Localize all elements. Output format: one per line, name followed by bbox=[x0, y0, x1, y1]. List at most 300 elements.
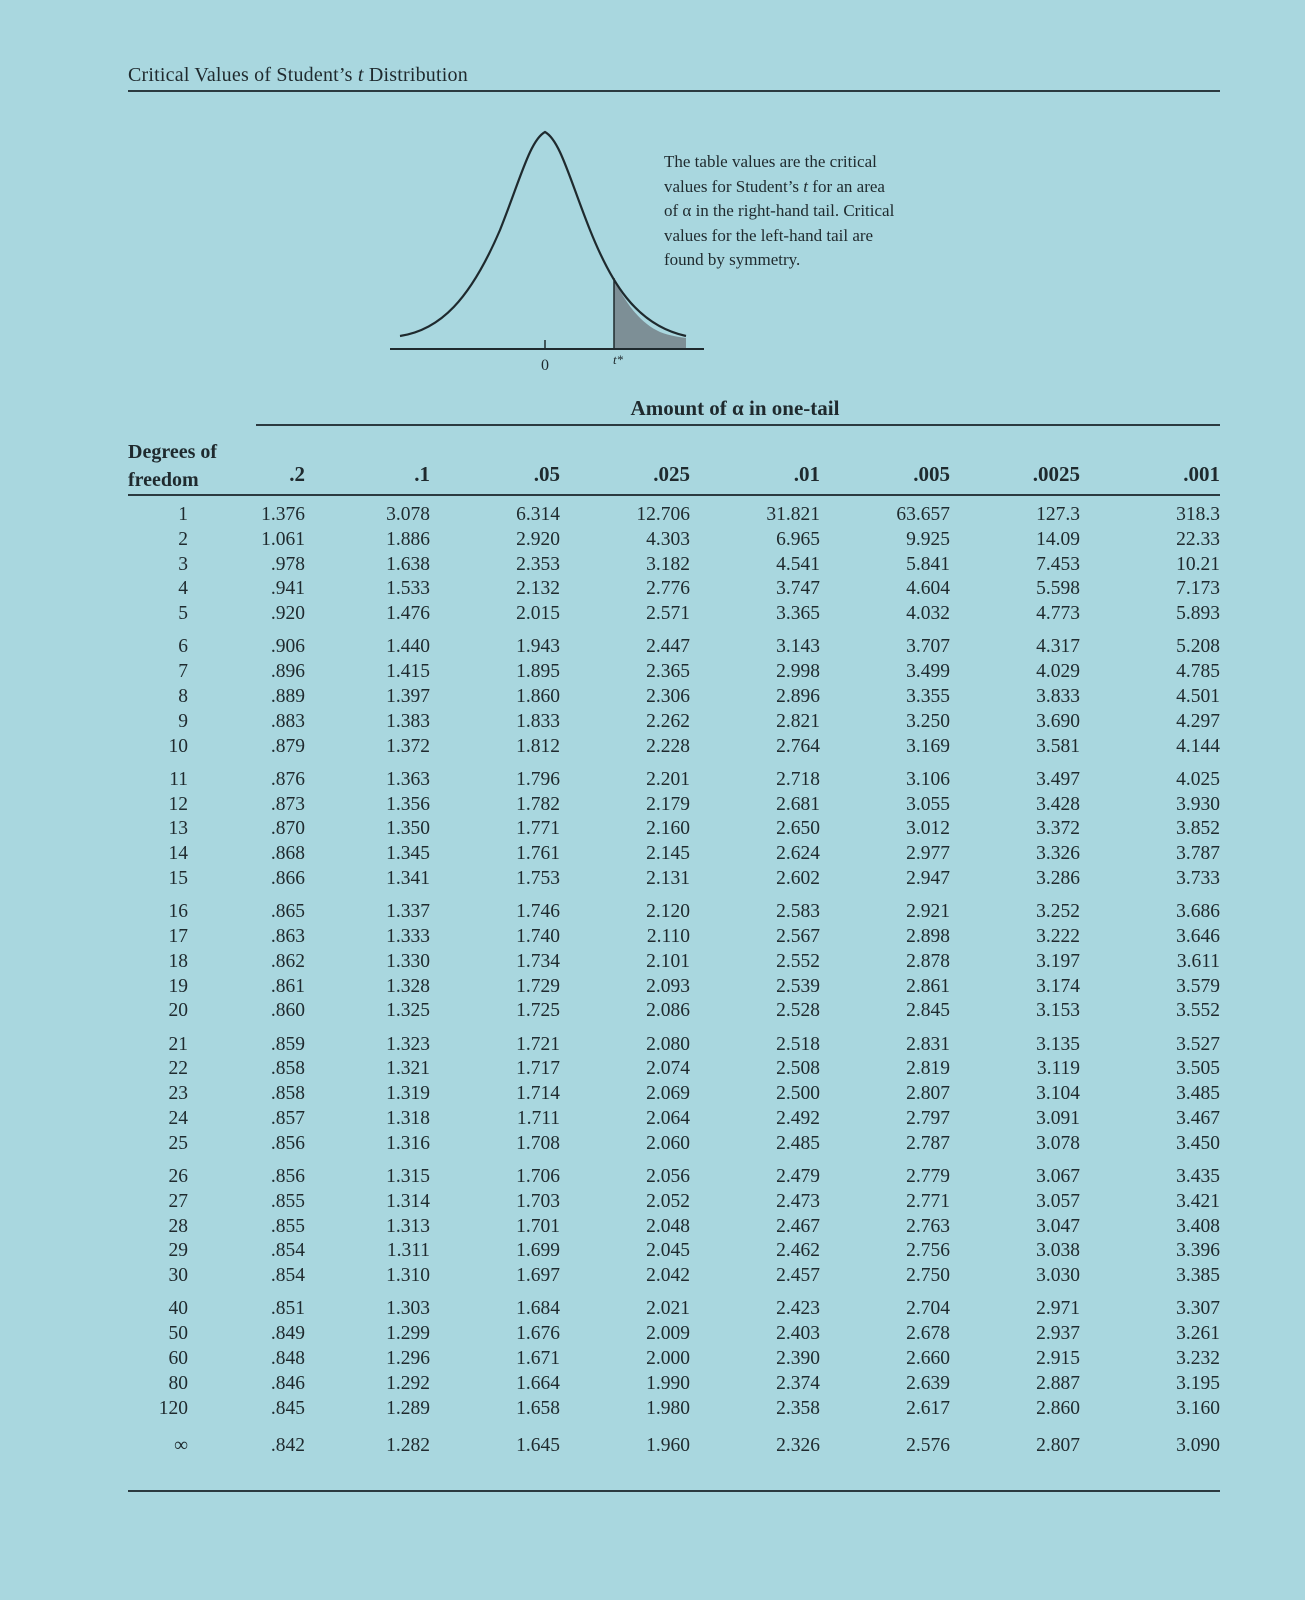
value-cell: 4.029 bbox=[1036, 661, 1080, 683]
zero-label: 0 bbox=[541, 357, 549, 374]
value-cell: .920 bbox=[270, 603, 305, 625]
table-row bbox=[0, 1106, 1305, 1131]
value-cell: 3.195 bbox=[1176, 1372, 1220, 1394]
table-row bbox=[0, 634, 1305, 659]
value-cell: 2.681 bbox=[776, 793, 820, 815]
value-cell: 2.947 bbox=[906, 868, 950, 889]
value-cell: 2.145 bbox=[646, 843, 690, 865]
value-cell: 1.311 bbox=[386, 1240, 430, 1262]
value-cell: 3.497 bbox=[1036, 768, 1080, 790]
value-cell: .849 bbox=[270, 1323, 305, 1345]
value-cell: 5.598 bbox=[1036, 578, 1080, 600]
value-cell: 4.541 bbox=[776, 553, 820, 575]
value-cell: 1.990 bbox=[646, 1372, 690, 1394]
df-cell: 20 bbox=[168, 1000, 188, 1022]
value-cell: 2.763 bbox=[906, 1215, 950, 1237]
value-cell: 2.787 bbox=[906, 1132, 950, 1154]
tstar-label: t* bbox=[612, 352, 624, 367]
value-cell: 2.704 bbox=[906, 1298, 950, 1320]
value-cell: 1.701 bbox=[516, 1215, 560, 1237]
value-cell: 3.252 bbox=[1036, 901, 1080, 923]
value-cell: 7.453 bbox=[1036, 553, 1080, 575]
value-cell: 2.074 bbox=[646, 1058, 690, 1080]
note-line-3: of α in the right-hand tail. Critical bbox=[664, 201, 895, 220]
value-cell: .870 bbox=[270, 818, 305, 840]
value-cell: 1.812 bbox=[516, 735, 560, 757]
value-cell: 3.552 bbox=[1176, 1000, 1220, 1022]
value-cell: 1.345 bbox=[386, 843, 430, 865]
value-cell: 2.819 bbox=[906, 1058, 950, 1080]
value-cell: 3.686 bbox=[1176, 901, 1220, 923]
df-cell: 28 bbox=[168, 1215, 188, 1237]
value-cell: 2.624 bbox=[776, 843, 820, 865]
df-cell: 30 bbox=[168, 1265, 188, 1287]
value-cell: .876 bbox=[270, 768, 305, 790]
value-cell: 3.527 bbox=[1176, 1033, 1220, 1055]
value-cell: .846 bbox=[270, 1372, 305, 1394]
column-header: .05 bbox=[533, 462, 560, 486]
value-cell: 2.473 bbox=[776, 1190, 820, 1212]
value-cell: 2.998 bbox=[776, 661, 820, 683]
value-cell: 2.539 bbox=[776, 975, 820, 997]
value-cell: 1.296 bbox=[386, 1348, 430, 1369]
value-cell: 1.440 bbox=[386, 636, 430, 658]
value-cell: .866 bbox=[270, 868, 305, 889]
df-header-line-1: Degrees of bbox=[128, 441, 218, 463]
df-cell: 120 bbox=[158, 1397, 188, 1419]
value-cell: 3.326 bbox=[1036, 843, 1080, 865]
value-cell: 1.943 bbox=[516, 636, 560, 658]
value-cell: 14.09 bbox=[1036, 528, 1080, 550]
value-cell: 2.086 bbox=[646, 1000, 690, 1022]
df-cell: 24 bbox=[168, 1108, 188, 1129]
df-cell: 6 bbox=[178, 636, 188, 658]
table-row bbox=[0, 1032, 1305, 1057]
df-cell: 40 bbox=[168, 1298, 188, 1320]
value-cell: 1.328 bbox=[386, 975, 430, 997]
value-cell: 318.3 bbox=[1176, 504, 1220, 525]
value-cell: 2.132 bbox=[516, 578, 560, 600]
column-header: .005 bbox=[913, 462, 950, 486]
table-row bbox=[0, 899, 1305, 924]
value-cell: 1.714 bbox=[516, 1083, 560, 1105]
value-cell: 1.708 bbox=[516, 1132, 560, 1154]
value-cell: 2.009 bbox=[646, 1323, 690, 1345]
value-cell: 3.747 bbox=[776, 578, 820, 600]
df-cell: 9 bbox=[178, 710, 188, 732]
table-row bbox=[0, 601, 1305, 626]
table-row bbox=[0, 552, 1305, 577]
column-header: .0025 bbox=[1032, 462, 1080, 486]
value-cell: 1.717 bbox=[516, 1058, 560, 1080]
value-cell: 3.450 bbox=[1176, 1132, 1220, 1154]
df-header-line-2: freedom bbox=[128, 469, 199, 491]
value-cell: 3.169 bbox=[906, 735, 950, 757]
value-cell: 2.571 bbox=[646, 603, 690, 625]
value-cell: 2.365 bbox=[646, 661, 690, 683]
table-row bbox=[0, 1164, 1305, 1189]
table-row bbox=[0, 1238, 1305, 1263]
value-cell: 2.617 bbox=[906, 1397, 950, 1419]
value-cell: 2.479 bbox=[776, 1166, 820, 1187]
value-cell: 2.306 bbox=[646, 686, 690, 707]
column-header: .2 bbox=[289, 462, 305, 486]
value-cell: 3.787 bbox=[1176, 843, 1220, 865]
value-cell: 2.262 bbox=[646, 710, 690, 732]
value-cell: 2.042 bbox=[646, 1265, 690, 1287]
value-cell: 2.326 bbox=[776, 1434, 820, 1456]
value-cell: 1.303 bbox=[386, 1298, 430, 1320]
value-cell: 4.032 bbox=[906, 603, 950, 625]
value-cell: 2.021 bbox=[646, 1298, 690, 1320]
df-cell: 60 bbox=[168, 1348, 188, 1369]
value-cell: .879 bbox=[270, 735, 305, 757]
value-cell: 2.080 bbox=[646, 1033, 690, 1055]
table-row bbox=[0, 1433, 1305, 1458]
value-cell: 4.317 bbox=[1036, 636, 1080, 658]
table-row bbox=[0, 1371, 1305, 1396]
value-cell: 1.711 bbox=[516, 1108, 560, 1129]
value-cell: 2.660 bbox=[906, 1348, 950, 1369]
value-cell: .861 bbox=[270, 975, 305, 997]
value-cell: 2.462 bbox=[776, 1240, 820, 1262]
value-cell: 1.372 bbox=[386, 735, 430, 757]
value-cell: 2.120 bbox=[646, 901, 690, 923]
value-cell: 3.261 bbox=[1176, 1323, 1220, 1345]
df-cell: 29 bbox=[168, 1240, 188, 1262]
value-cell: 1.292 bbox=[386, 1372, 430, 1394]
value-cell: 1.684 bbox=[516, 1298, 560, 1320]
value-cell: 2.718 bbox=[776, 768, 820, 790]
value-cell: 1.706 bbox=[516, 1166, 560, 1187]
page-title-suffix: Distribution bbox=[368, 64, 468, 86]
value-cell: 3.012 bbox=[906, 818, 950, 840]
df-cell: 10 bbox=[168, 735, 188, 757]
value-cell: 2.015 bbox=[516, 603, 560, 625]
value-cell: 4.785 bbox=[1176, 661, 1220, 683]
df-cell: 50 bbox=[168, 1323, 188, 1345]
value-cell: 1.337 bbox=[386, 901, 430, 923]
value-cell: 4.501 bbox=[1176, 686, 1220, 707]
value-cell: 2.921 bbox=[906, 901, 950, 923]
value-cell: 1.703 bbox=[516, 1190, 560, 1212]
value-cell: .855 bbox=[270, 1190, 305, 1212]
value-cell: 2.201 bbox=[646, 768, 690, 790]
value-cell: 2.937 bbox=[1036, 1323, 1080, 1345]
value-cell: 2.576 bbox=[906, 1434, 950, 1456]
value-cell: 3.038 bbox=[1036, 1240, 1080, 1262]
value-cell: 3.106 bbox=[906, 768, 950, 790]
value-cell: 2.492 bbox=[776, 1108, 820, 1129]
value-cell: .851 bbox=[270, 1298, 305, 1320]
value-cell: 1.376 bbox=[261, 504, 305, 525]
table-row bbox=[0, 1056, 1305, 1081]
value-cell: 2.583 bbox=[776, 901, 820, 923]
value-cell: 2.764 bbox=[776, 735, 820, 757]
df-cell: 26 bbox=[168, 1166, 188, 1187]
value-cell: 3.078 bbox=[1036, 1132, 1080, 1154]
note-line-2-suffix: for an area bbox=[812, 176, 885, 196]
value-cell: 1.383 bbox=[386, 710, 430, 732]
value-cell: 3.930 bbox=[1176, 793, 1220, 815]
value-cell: .845 bbox=[270, 1397, 305, 1419]
value-cell: 1.729 bbox=[516, 975, 560, 997]
value-cell: 2.064 bbox=[646, 1108, 690, 1129]
value-cell: 2.485 bbox=[776, 1132, 820, 1154]
value-cell: .856 bbox=[270, 1166, 305, 1187]
value-cell: 2.845 bbox=[906, 1000, 950, 1022]
df-cell: 18 bbox=[168, 950, 188, 972]
value-cell: 3.408 bbox=[1176, 1215, 1220, 1237]
bottom-rule bbox=[128, 1490, 1220, 1492]
value-cell: 2.093 bbox=[646, 975, 690, 997]
value-cell: 3.182 bbox=[646, 553, 690, 575]
value-cell: 2.403 bbox=[776, 1323, 820, 1345]
value-cell: 22.33 bbox=[1176, 528, 1220, 550]
value-cell: 1.299 bbox=[386, 1323, 430, 1345]
value-cell: 2.457 bbox=[776, 1265, 820, 1287]
value-cell: 1.356 bbox=[386, 793, 430, 815]
table-row bbox=[0, 792, 1305, 817]
value-cell: 3.047 bbox=[1036, 1215, 1080, 1237]
df-cell: 15 bbox=[168, 868, 188, 889]
table-row bbox=[0, 1296, 1305, 1321]
value-cell: 7.173 bbox=[1176, 578, 1220, 600]
value-cell: 1.796 bbox=[516, 768, 560, 790]
value-cell: 1.676 bbox=[516, 1323, 560, 1345]
value-cell: 3.385 bbox=[1176, 1265, 1220, 1287]
value-cell: 2.467 bbox=[776, 1215, 820, 1237]
value-cell: 2.878 bbox=[906, 950, 950, 972]
value-cell: 2.228 bbox=[646, 735, 690, 757]
value-cell: .857 bbox=[270, 1108, 305, 1129]
value-cell: 4.604 bbox=[906, 578, 950, 600]
value-cell: 2.887 bbox=[1036, 1372, 1080, 1394]
value-cell: 4.025 bbox=[1176, 768, 1220, 790]
value-cell: 2.110 bbox=[646, 926, 690, 947]
value-cell: 3.030 bbox=[1036, 1265, 1080, 1287]
value-cell: 1.734 bbox=[516, 950, 560, 972]
value-cell: 1.310 bbox=[386, 1265, 430, 1287]
value-cell: 2.920 bbox=[516, 528, 560, 550]
df-cell: 25 bbox=[168, 1132, 188, 1154]
value-cell: 3.581 bbox=[1036, 735, 1080, 757]
value-cell: 2.052 bbox=[646, 1190, 690, 1212]
value-cell: 1.061 bbox=[261, 528, 305, 550]
value-cell: 2.048 bbox=[646, 1215, 690, 1237]
value-cell: 1.960 bbox=[646, 1434, 690, 1456]
value-cell: 3.143 bbox=[776, 636, 820, 658]
value-cell: 1.315 bbox=[386, 1166, 430, 1187]
value-cell: 2.750 bbox=[906, 1265, 950, 1287]
note-line-1: The table values are the critical bbox=[664, 152, 877, 171]
value-cell: 1.740 bbox=[516, 926, 560, 947]
value-cell: .860 bbox=[270, 1000, 305, 1022]
value-cell: 6.965 bbox=[776, 528, 820, 550]
value-cell: .868 bbox=[270, 843, 305, 865]
value-cell: .842 bbox=[270, 1434, 305, 1456]
value-cell: .883 bbox=[270, 710, 305, 732]
value-cell: 2.447 bbox=[646, 636, 690, 658]
value-cell: .978 bbox=[270, 553, 305, 575]
table-row bbox=[0, 576, 1305, 601]
value-cell: 3.499 bbox=[906, 661, 950, 683]
note-line-5: found by symmetry. bbox=[664, 250, 801, 269]
value-cell: 3.153 bbox=[1036, 1000, 1080, 1022]
value-cell: 1.397 bbox=[386, 686, 430, 707]
table-row bbox=[0, 1263, 1305, 1288]
value-cell: 3.505 bbox=[1176, 1058, 1220, 1080]
table-row bbox=[0, 659, 1305, 684]
value-cell: 1.746 bbox=[516, 901, 560, 923]
value-cell: 1.321 bbox=[386, 1058, 430, 1080]
value-cell: 3.396 bbox=[1176, 1240, 1220, 1262]
value-cell: 2.045 bbox=[646, 1240, 690, 1262]
value-cell: 2.861 bbox=[906, 975, 950, 997]
table-row bbox=[0, 998, 1305, 1023]
value-cell: 3.355 bbox=[906, 686, 950, 707]
value-cell: 1.895 bbox=[516, 661, 560, 683]
df-cell: 27 bbox=[168, 1190, 188, 1212]
value-cell: 3.435 bbox=[1176, 1166, 1220, 1187]
value-cell: 2.518 bbox=[776, 1033, 820, 1055]
value-cell: 1.638 bbox=[386, 553, 430, 575]
df-cell: 22 bbox=[168, 1058, 188, 1080]
value-cell: 2.776 bbox=[646, 578, 690, 600]
value-cell: .854 bbox=[270, 1265, 305, 1287]
value-cell: .862 bbox=[270, 950, 305, 972]
df-cell: 1 bbox=[178, 504, 188, 525]
value-cell: 3.197 bbox=[1036, 950, 1080, 972]
value-cell: 4.297 bbox=[1176, 710, 1220, 732]
value-cell: .889 bbox=[270, 686, 305, 707]
value-cell: 3.833 bbox=[1036, 686, 1080, 707]
table-row bbox=[0, 1189, 1305, 1214]
value-cell: 3.067 bbox=[1036, 1166, 1080, 1187]
table-row bbox=[0, 684, 1305, 709]
value-cell: 2.807 bbox=[906, 1083, 950, 1105]
value-cell: 2.567 bbox=[776, 926, 820, 947]
value-cell: 2.069 bbox=[646, 1083, 690, 1105]
value-cell: .858 bbox=[270, 1058, 305, 1080]
value-cell: 1.341 bbox=[386, 868, 430, 889]
value-cell: 3.421 bbox=[1176, 1190, 1220, 1212]
table-row bbox=[0, 1321, 1305, 1346]
value-cell: 2.000 bbox=[646, 1348, 690, 1369]
df-cell: 7 bbox=[178, 661, 188, 683]
value-cell: 3.485 bbox=[1176, 1083, 1220, 1105]
value-cell: 1.282 bbox=[386, 1434, 430, 1456]
value-cell: 1.415 bbox=[386, 661, 430, 683]
value-cell: 3.646 bbox=[1176, 926, 1220, 947]
value-cell: 5.841 bbox=[906, 553, 950, 575]
table-row bbox=[0, 924, 1305, 949]
value-cell: 1.314 bbox=[386, 1190, 430, 1212]
value-cell: .859 bbox=[270, 1033, 305, 1055]
note-line-4: values for the left-hand tail are bbox=[664, 225, 874, 245]
value-cell: 1.771 bbox=[516, 818, 560, 840]
value-cell: 3.307 bbox=[1176, 1298, 1220, 1320]
value-cell: 1.721 bbox=[516, 1033, 560, 1055]
table-row bbox=[0, 816, 1305, 841]
value-cell: 10.21 bbox=[1176, 553, 1220, 575]
value-cell: 2.552 bbox=[776, 950, 820, 972]
df-cell: 23 bbox=[168, 1083, 188, 1105]
value-cell: 6.314 bbox=[516, 504, 560, 525]
value-cell: 3.250 bbox=[906, 710, 950, 732]
value-cell: 31.821 bbox=[766, 504, 820, 525]
df-cell: 3 bbox=[178, 553, 188, 575]
df-cell: 11 bbox=[169, 768, 188, 790]
note-line-2-t: t bbox=[803, 176, 809, 196]
value-cell: 3.091 bbox=[1036, 1108, 1080, 1129]
table-row bbox=[0, 1396, 1305, 1421]
value-cell: 3.428 bbox=[1036, 793, 1080, 815]
value-cell: 2.896 bbox=[776, 686, 820, 707]
value-cell: 2.056 bbox=[646, 1166, 690, 1187]
value-cell: 1.645 bbox=[516, 1434, 560, 1456]
value-cell: 1.330 bbox=[386, 950, 430, 972]
value-cell: 2.977 bbox=[906, 843, 950, 865]
value-cell: 1.699 bbox=[516, 1240, 560, 1262]
value-cell: 2.779 bbox=[906, 1166, 950, 1187]
value-cell: 2.508 bbox=[776, 1058, 820, 1080]
df-cell: 80 bbox=[168, 1372, 188, 1394]
table-row bbox=[0, 502, 1305, 527]
value-cell: 2.374 bbox=[776, 1372, 820, 1394]
value-cell: 1.753 bbox=[516, 868, 560, 889]
column-header: .01 bbox=[793, 462, 820, 486]
page-title-t: t bbox=[357, 64, 364, 86]
value-cell: 1.860 bbox=[516, 686, 560, 707]
value-cell: .854 bbox=[270, 1240, 305, 1262]
value-cell: 2.807 bbox=[1036, 1434, 1080, 1456]
value-cell: 3.467 bbox=[1176, 1108, 1220, 1129]
value-cell: 1.325 bbox=[386, 1000, 430, 1022]
value-cell: 1.319 bbox=[386, 1083, 430, 1105]
value-cell: 3.174 bbox=[1036, 975, 1080, 997]
df-cell: 4 bbox=[178, 578, 188, 600]
table-row bbox=[0, 1081, 1305, 1106]
value-cell: 2.500 bbox=[776, 1083, 820, 1105]
value-cell: 5.208 bbox=[1176, 636, 1220, 658]
value-cell: 1.350 bbox=[386, 818, 430, 840]
df-cell: 17 bbox=[168, 926, 188, 947]
value-cell: 2.756 bbox=[906, 1240, 950, 1262]
table-row bbox=[0, 866, 1305, 891]
df-cell: 5 bbox=[178, 603, 188, 625]
value-cell: 4.773 bbox=[1036, 603, 1080, 625]
value-cell: 2.160 bbox=[646, 818, 690, 840]
df-cell: 8 bbox=[178, 686, 188, 707]
column-header: .001 bbox=[1183, 462, 1220, 486]
value-cell: 1.782 bbox=[516, 793, 560, 815]
value-cell: 1.697 bbox=[516, 1265, 560, 1287]
value-cell: 1.886 bbox=[386, 528, 430, 550]
value-cell: .848 bbox=[270, 1348, 305, 1369]
value-cell: 3.119 bbox=[1036, 1058, 1080, 1080]
value-cell: 2.060 bbox=[646, 1132, 690, 1154]
value-cell: 1.363 bbox=[386, 768, 430, 790]
value-cell: 1.761 bbox=[516, 843, 560, 865]
value-cell: 12.706 bbox=[636, 504, 690, 525]
df-cell: 16 bbox=[168, 901, 188, 923]
value-cell: 2.971 bbox=[1036, 1298, 1080, 1320]
value-cell: 2.771 bbox=[906, 1190, 950, 1212]
value-cell: 3.690 bbox=[1036, 710, 1080, 732]
value-cell: 3.852 bbox=[1176, 818, 1220, 840]
value-cell: 2.821 bbox=[776, 710, 820, 732]
